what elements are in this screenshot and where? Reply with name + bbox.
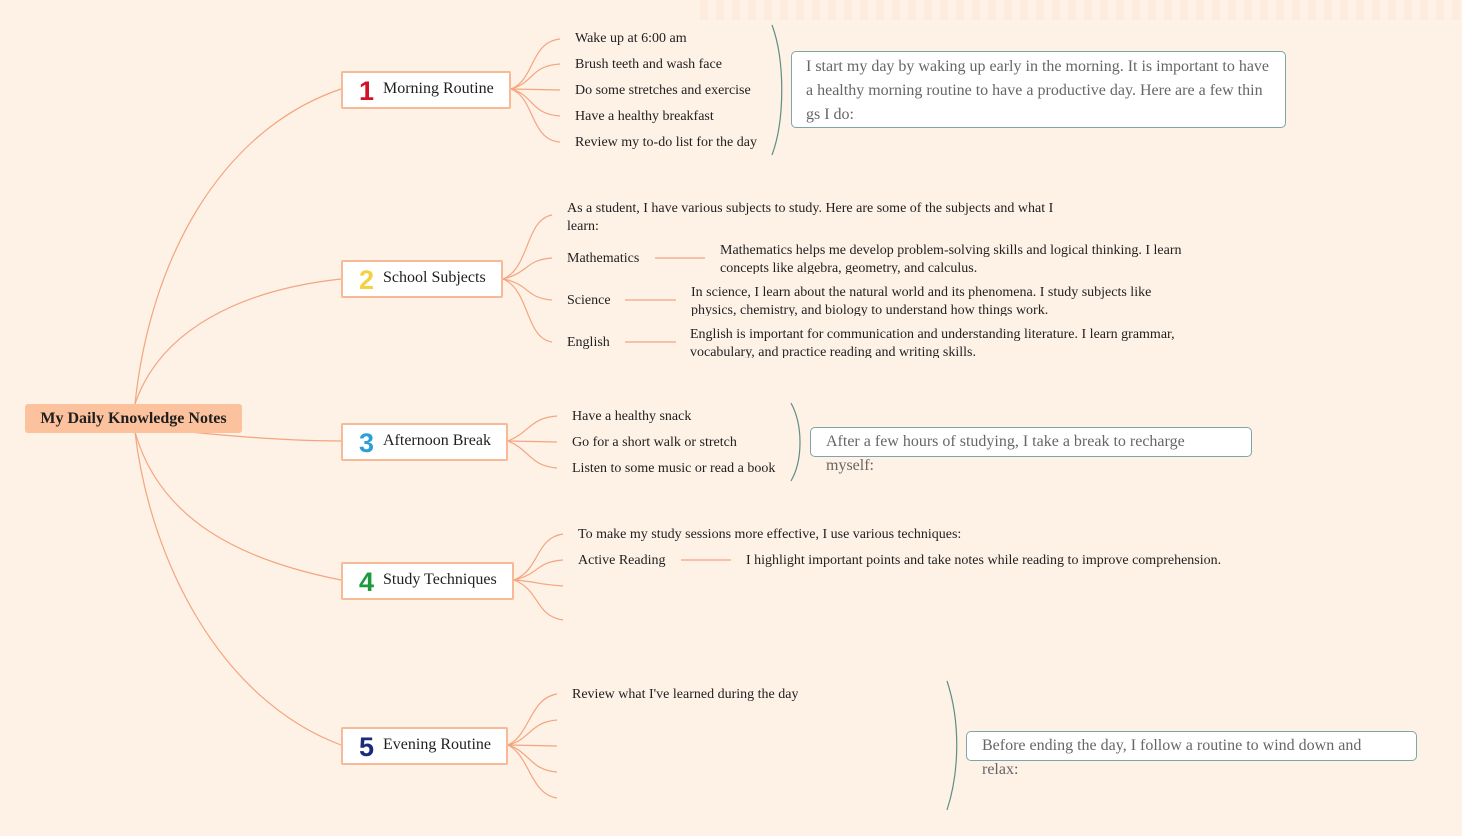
leaf-technique-active-reading[interactable]: Active Reading — [578, 553, 666, 568]
root-topic[interactable]: My Daily Knowledge Notes — [25, 404, 242, 433]
branch-label: Morning Routine — [383, 80, 494, 97]
summary-note-evening[interactable]: Before ending the day, I follow a routine to wind down and relax: — [966, 731, 1417, 761]
leaf-detail[interactable]: Mathematics helps me develop problem-solving skills and logical thinking. I learn concepts like algebra, geometry, and calculus. — [720, 243, 1182, 274]
leaf-item[interactable]: Do some stretches and exercise — [575, 83, 751, 98]
leaf-detail[interactable]: I highlight important points and take notes while reading to improve comprehension. — [746, 553, 1222, 568]
leaf-subject-mathematics[interactable]: Mathematics — [567, 251, 640, 266]
branch-label: Afternoon Break — [383, 432, 491, 449]
leaf-item[interactable]: Review what I've learned during the day — [572, 687, 799, 702]
summary-bracket-3 — [791, 403, 800, 481]
summary-bracket-5 — [947, 681, 957, 810]
leaf-item[interactable]: Listen to some music or read a book — [572, 461, 776, 476]
branch-evening-routine[interactable] — [341, 727, 508, 765]
leaf-intro[interactable]: To make my study sessions more effective, I use various techniques: — [578, 527, 962, 542]
leaf-intro[interactable]: As a student, I have various subjects to study. Here are some of the subjects and what I learn: — [567, 201, 1054, 234]
leaf-subject-science[interactable]: Science — [567, 293, 611, 308]
summary-note-afternoon[interactable]: After a few hours of studying, I take a break to recharge myself: — [810, 427, 1252, 457]
connector-root-b3 — [190, 432, 341, 441]
branch-label: Evening Routine — [383, 736, 491, 753]
leaf-subject-english[interactable]: English — [567, 335, 610, 350]
leaf-item[interactable]: Have a healthy snack — [572, 409, 692, 424]
branch-afternoon-break[interactable] — [341, 423, 508, 461]
connector-root-b2 — [135, 279, 341, 404]
branch-study-techniques[interactable] — [341, 562, 514, 600]
leaf-detail[interactable]: English is important for communication and understanding literature. I learn grammar, vocabulary, and practice reading and writing skills. — [690, 327, 1175, 358]
number-5-icon: 5 — [359, 732, 375, 762]
connector-root-b4 — [135, 432, 341, 580]
number-1-icon: 1 — [359, 76, 375, 106]
leaf-item[interactable]: Have a healthy breakfast — [575, 109, 714, 124]
branch-label: Study Techniques — [383, 571, 497, 588]
number-3-icon: 3 — [359, 428, 375, 458]
branch-label: School Subjects — [383, 269, 486, 286]
number-2-icon: 2 — [359, 265, 375, 295]
summary-note-morning[interactable]: I start my day by waking up early in the morning. It is important to have a healthy morning routine to have a productive day. Here are a few thin gs I do: — [791, 51, 1286, 128]
leaf-item[interactable]: Go for a short walk or stretch — [572, 435, 737, 450]
leaf-item[interactable]: Wake up at 6:00 am — [575, 31, 687, 46]
summary-bracket-1 — [772, 25, 782, 155]
connector-root-b5 — [135, 432, 341, 745]
branch-morning-routine[interactable] — [341, 71, 511, 109]
leaf-item[interactable]: Review my to-do list for the day — [575, 135, 757, 150]
branch-school-subjects[interactable] — [341, 260, 503, 298]
leaf-item[interactable]: Brush teeth and wash face — [575, 57, 722, 72]
number-4-icon: 4 — [359, 567, 375, 597]
connector-root-b1 — [135, 89, 341, 404]
leaf-detail[interactable]: In science, I learn about the natural world and its phenomena. I study subjects like physics, chemistry, and biology to understand how things work. — [691, 285, 1152, 316]
